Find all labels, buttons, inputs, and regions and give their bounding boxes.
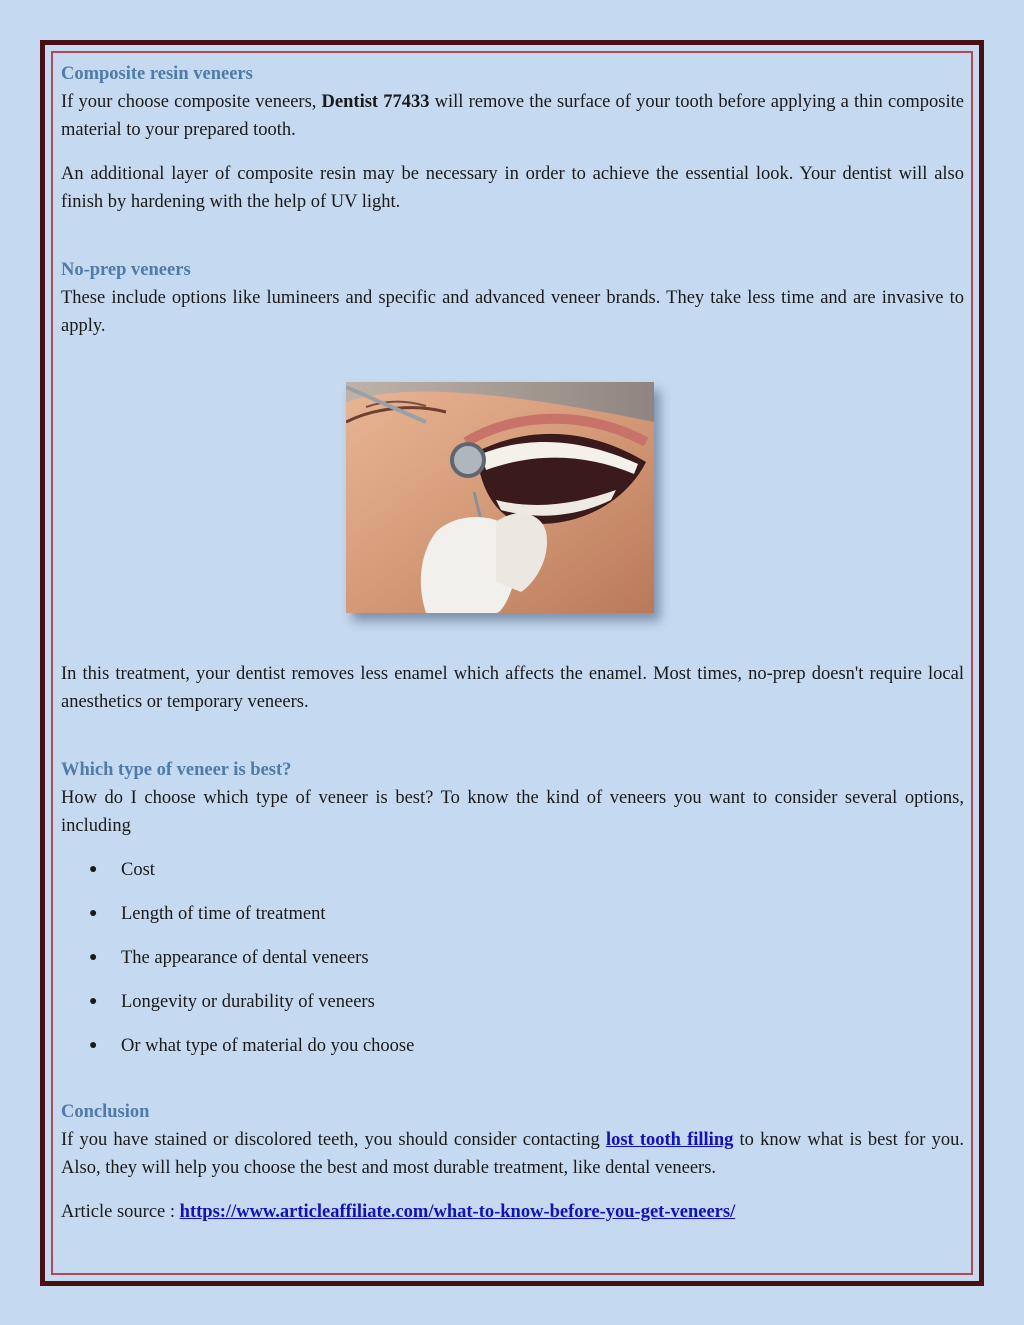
heading-conclusion: Conclusion <box>61 1102 150 1122</box>
heading-which-veneer: Which type of veneer is best? <box>61 760 292 780</box>
paragraph-conclusion: If you have stained or discolored teeth, you should consider contacting lost tooth filling to know what is best for you. Also, they will help you choose the best and most durable treatment, like dental veneers. <box>61 1130 964 1178</box>
dental-treatment-photo <box>346 382 654 613</box>
dentist-keyword: Dentist 77433 <box>321 92 430 112</box>
paragraph-noprep-2: In this treatment, your dentist removes less enamel which affects the enamel. Most times, no-prep doesn't require local anesthetics or temporary veneers. <box>61 664 964 712</box>
heading-composite: Composite resin veneers <box>61 64 253 84</box>
bullet-icon: ● <box>89 950 98 965</box>
list-item: ● Length of time of treatment <box>61 900 964 944</box>
paragraph-composite-2: An additional layer of composite resin may be necessary in order to achieve the essential look. Your dentist will also finish by hardening with the help of UV light. <box>61 164 964 212</box>
article-source-link[interactable]: https://www.articleaffiliate.com/what-to-know-before-you-get-veneers/ <box>179 1202 736 1222</box>
heading-noprep: No-prep veneers <box>61 260 191 280</box>
list-item: ● Longevity or durability of veneers <box>61 988 964 1032</box>
lost-tooth-filling-link[interactable]: lost tooth filling <box>605 1130 734 1150</box>
bullet-icon: ● <box>89 1038 98 1053</box>
paragraph-which-1: How do I choose which type of veneer is best? To know the kind of veneers you want to consider several options, including <box>61 788 964 836</box>
list-item: ● Or what type of material do you choose <box>61 1032 964 1076</box>
bullet-icon: ● <box>89 862 98 877</box>
paragraph-noprep-1: These include options like lumineers and specific and advanced veneer brands. They take less time and are invasive to apply. <box>61 288 964 336</box>
article-source: Article source : https://www.articleaffiliate.com/what-to-know-before-you-get-veneers/ <box>61 1202 736 1222</box>
list-item: ● The appearance of dental veneers <box>61 944 964 988</box>
list-item: ● Cost <box>61 856 964 900</box>
paragraph-composite-1: If your choose composite veneers, Dentist 77433 will remove the surface of your tooth before applying a thin composite material to your prepared tooth. <box>61 92 964 140</box>
bullet-icon: ● <box>89 994 98 1009</box>
bullet-icon: ● <box>89 906 98 921</box>
options-list <box>61 856 964 1076</box>
article-content <box>61 60 964 1226</box>
figure-container <box>61 340 964 660</box>
